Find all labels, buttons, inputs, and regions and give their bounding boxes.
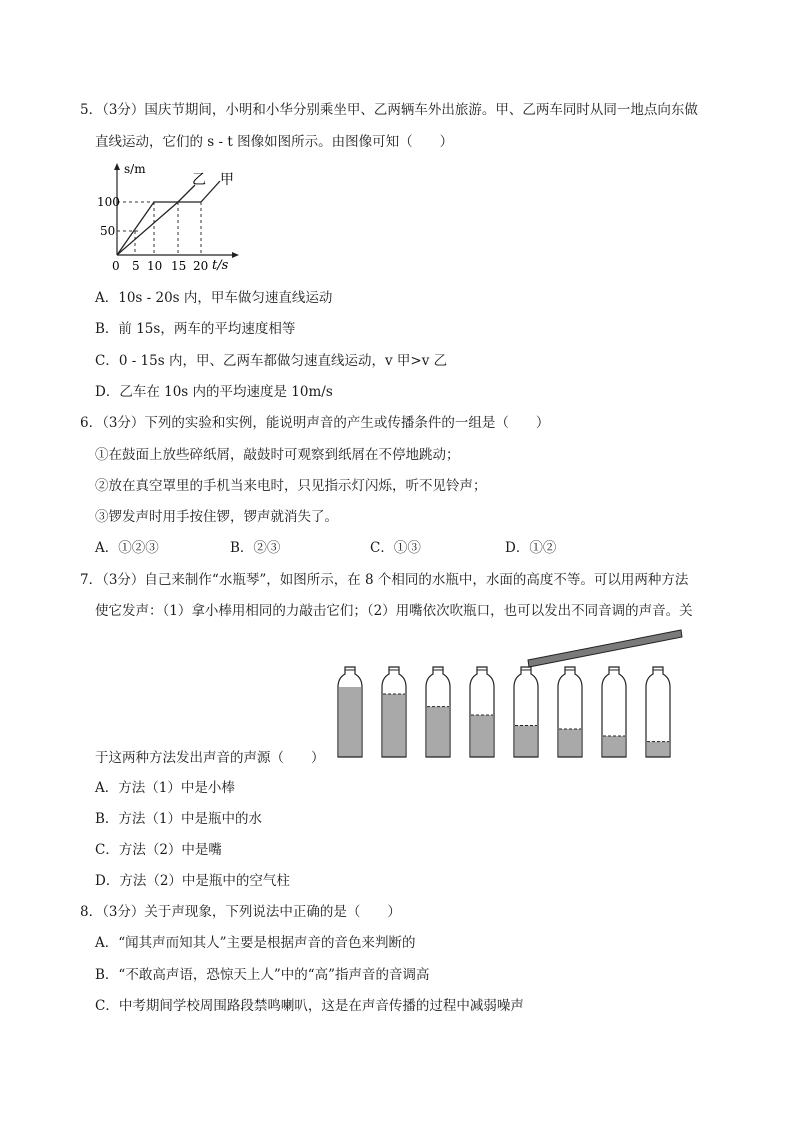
- line-jia: [117, 185, 195, 255]
- bottle-6: [558, 667, 582, 757]
- water-bottle-xylophone-figure: [325, 620, 695, 765]
- q6-item-2: ②放在真空罩里的手机当来电时，只见指示灯闪烁，听不见铃声；: [95, 478, 487, 494]
- q5-option-a: A．10s - 20s 内，甲车做匀速直线运动: [95, 290, 333, 306]
- x-tick-10: 10: [147, 259, 163, 273]
- bottle-4: [470, 667, 494, 757]
- line-yi: [117, 181, 220, 255]
- y-tick-50: 50: [100, 224, 116, 238]
- q5-option-b: B．前 15s，两车的平均速度相等: [95, 321, 296, 337]
- bottle-2: [382, 667, 406, 757]
- bottle-3: [426, 667, 450, 757]
- q5-option-d: D．乙车在 10s 内的平均速度是 10m/s: [95, 384, 333, 400]
- q6-option-b: B．②③: [230, 540, 281, 556]
- q5-st-graph: [92, 155, 252, 280]
- q7-option-a: A．方法（1）中是小棒: [95, 780, 235, 796]
- q5-option-c: C．0 - 15s 内，甲、乙两车都做匀速直线运动，v 甲>v 乙: [95, 353, 448, 369]
- bottle-water: [471, 715, 493, 757]
- bottle-water: [427, 707, 449, 757]
- bottle-7: [602, 667, 626, 757]
- x-tick-20: 20: [193, 259, 209, 273]
- q6-option-d: D．①②: [505, 540, 557, 556]
- q6-option-c: C．①③: [370, 540, 421, 556]
- q7-option-b: B．方法（1）中是瓶中的水: [95, 811, 263, 827]
- q8-option-a: A．“闻其声而知其人”主要是根据声音的音色来判断的: [95, 935, 416, 951]
- bottle-water: [339, 687, 361, 757]
- q8-option-c: C．中考期间学校周围路段禁鸣喇叭，这是在声音传播的过程中减弱噪声: [95, 998, 524, 1014]
- bottle-8: [646, 667, 670, 757]
- q5-stem-line1: 5．（3分）国庆节期间，小明和小华分别乘坐甲、乙两辆车外出旅游。甲、乙两车同时从同一地点向东做: [80, 102, 698, 118]
- bottle-5: [514, 667, 538, 757]
- bottle-1: [338, 667, 362, 757]
- q8-option-b: B．“不敢高声语，恐惊天上人”中的“高”指声音的音调高: [95, 967, 430, 983]
- bottle-water: [515, 726, 537, 758]
- x-axis-label: t/s: [212, 258, 229, 273]
- q6-option-a: A．①②③: [95, 540, 159, 556]
- label-jia: 甲: [220, 172, 234, 188]
- bottle-water: [383, 694, 405, 757]
- bottle-water: [647, 742, 669, 757]
- x-tick-5: 5: [132, 259, 140, 273]
- q7-option-c: C．方法（2）中是嘴: [95, 842, 222, 858]
- q8-stem: 8．（3分）关于声现象，下列说法中正确的是（ ）: [80, 904, 401, 920]
- y-tick-100: 100: [97, 195, 120, 209]
- bottle-water: [603, 736, 625, 757]
- q6-item-1: ①在鼓面上放些碎纸屑，敲鼓时可观察到纸屑在不停地跳动；: [95, 447, 460, 463]
- q6-item-3: ③锣发声时用手按住锣，锣声就消失了。: [95, 509, 338, 525]
- x-tick-15: 15: [171, 259, 187, 273]
- q7-stem-line1: 7．（3分）自己来制作“水瓶琴”，如图所示，在 8 个相同的水瓶中，水面的高度不等。可以用两种方法: [80, 572, 689, 588]
- q7-stem-line2: 使它发声：（1）拿小棒用相同的力敲击它们；（2）用嘴依次吹瓶口，也可以发出不同音调的声音。关: [95, 603, 693, 619]
- q7-option-d: D．方法（2）中是瓶中的空气柱: [95, 873, 290, 889]
- q5-stem-line2: 直线运动，它们的 s - t 图像如图所示。由图像可知（ ）: [95, 134, 454, 150]
- bottle-water: [559, 729, 581, 757]
- x-tick-0: 0: [112, 259, 120, 273]
- y-axis-label: s/m: [124, 162, 146, 176]
- stick: [528, 630, 682, 667]
- label-yi: 乙: [192, 172, 206, 188]
- q6-stem: 6．（3分）下列的实验和实例，能说明声音的产生或传播条件的一组是（ ）: [80, 415, 550, 431]
- q7-stem-line3: 于这两种方法发出声音的声源（ ）: [95, 750, 325, 766]
